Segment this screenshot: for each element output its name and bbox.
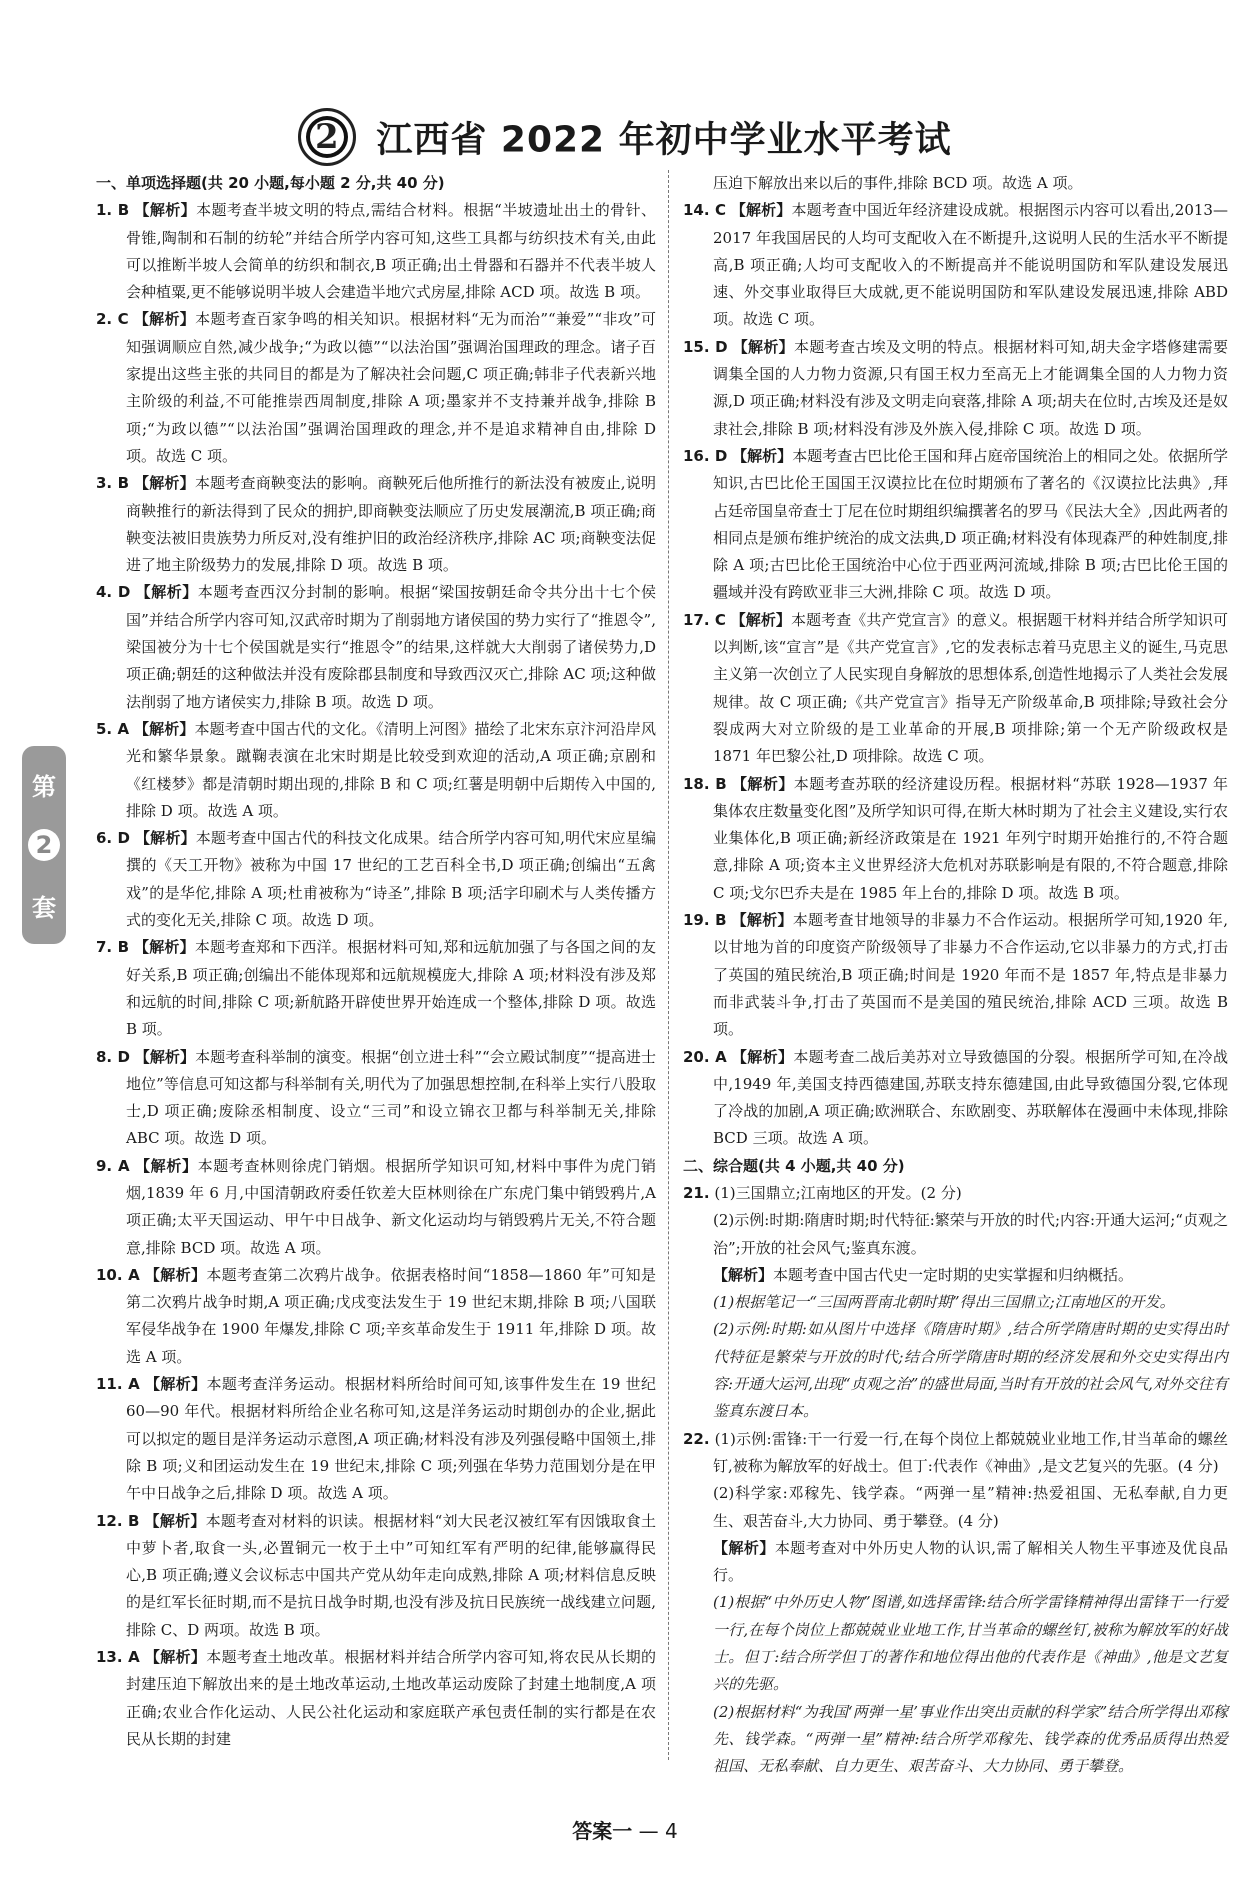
right-column <box>683 170 1228 1781</box>
footer-label: 答案一 <box>572 1819 633 1843</box>
answer-text: 本题考查洋务运动。根据材料所给时间可知,该事件发生在 19 世纪60—90 年代。根据材料所给企业名称可知,这是洋务运动时期创办的企业,据此可以拟定的题目是洋务运动示意图,A 项正确;材料没有涉及列强侵略中国领土,排除 B 项;义和团运动发生在 19 世纪末,排除 C 项;列强在华势力范围划分是在甲午中日战争之后,排除 D 项。故选 A 项。 <box>126 1375 656 1503</box>
analysis-tag: 【解析】 <box>731 1047 794 1066</box>
analysis-tag: 【解析】 <box>134 474 195 493</box>
left-column <box>96 170 656 1753</box>
analysis-tag: 【解析】 <box>134 829 196 848</box>
continued-text: 压迫下解放出来以后的事件,排除 BCD 项。故选 A 项。 <box>713 174 1083 192</box>
side-tab-bottom: 套 <box>32 893 56 922</box>
analysis-tag: 【解析】 <box>144 1265 207 1284</box>
answer-item <box>683 1044 1228 1153</box>
answer-number: 2. C <box>96 310 129 329</box>
section-heading-comprehensive: 二、综合题(共 4 小题,共 40 分) <box>683 1156 905 1175</box>
page-footer: 答案一 — 4 <box>572 1819 678 1843</box>
q22-analysis: 【解析】本题考查对中外历史人物的认识,需了解相关人物生平事迹及优良品行。 <box>713 1538 1228 1585</box>
question-22 <box>683 1426 1228 1781</box>
answer-number: 8. D <box>96 1047 130 1066</box>
answer-text: 本题考查中国古代的文化。《清明上河图》描绘了北宋东京汴河沿岸风光和繁华景象。蹴鞠表演在北宋时期是比较受到欢迎的活动,A 项正确;京剧和《红楼梦》都是清朝时期出现的,排除 B 和 C 项;红薯是明朝中后期传入中国的,排除 D 项。故选 A 项。 <box>126 719 656 820</box>
answer-text: 本题考查林则徐虎门销烟。根据所学知识可知,材料中事件为虎门销烟,1839 年 6 月,中国清朝政府委任钦差大臣林则徐在广东虎门集中销毁鸦片,A 项正确;太平天国运动、甲午中日战争、新文化运动均与销毁鸦片无关,不符合题意,排除 BCD 项。故选 A 项。 <box>126 1156 656 1257</box>
set-number-badge: 2 <box>298 108 356 166</box>
answer-text: 本题考查科举制的演变。根据“创立进士科”“会立殿试制度”“提高进士地位”等信息可知这都与科举制有关,明代为了加强思想控制,在科举上实行八股取士,D 项正确;废除丞相制度、设立“三司”和设立锦衣卫都与科举制无关,排除 ABC 项。故选 D 项。 <box>126 1047 656 1148</box>
answer-number: 3. B <box>96 474 130 493</box>
answer-number: 18. B <box>683 774 727 793</box>
answer-text: 本题考查土地改革。根据材料并结合所学内容可知,将农民从长期的封建压迫下解放出来的是土地改革运动,土地改革运动废除了封建土地制度,A 项正确;农业合作化运动、人民公社化运动和家庭联产承包责任制的实行都是在农民从长期的封建 <box>126 1648 656 1748</box>
answer-item <box>96 1044 656 1153</box>
answer-text: 本题考查苏联的经济建设历程。根据材料“苏联 1928—1937 年集体农庄数量变化图”及所学知识可得,在斯大林时期为了社会主义建设,实行农业集体化,B 项正确;新经济政策是在 1921 年列宁时期开始推行的,不符合题意,排除 A 项;资本主义世界经济大危机对苏联影响是有限的,不符合题意,排除 C 项;戈尔巴乔夫是在 1985 年上台的,排除 D 项。故选 B 项。 <box>713 774 1228 902</box>
section-heading-choice: 一、单项选择题(共 20 小题,每小题 2 分,共 40 分) <box>96 174 445 192</box>
page-number: 4 <box>664 1819 678 1843</box>
analysis-tag: 【解析】 <box>730 201 792 220</box>
analysis-tag: 【解析】 <box>134 938 195 957</box>
q22-note-2: (2)根据材料“为我国‘两弹一星’事业作出突出贡献的科学家”结合所学得出邓稼先、钱学森。“两弹一星”精神:结合所学邓稼先、钱学森的优秀品质得出热爱祖国、无私奉献、自力更生、艰苦奋斗、大力协同、勇于攀登。 <box>713 1702 1228 1776</box>
answer-item <box>683 771 1228 907</box>
answer-item <box>96 306 656 470</box>
analysis-tag: 【解析】 <box>135 583 198 602</box>
answer-number: 16. D <box>683 446 728 465</box>
analysis-tag: 【解析】 <box>133 310 196 329</box>
choice-answers-right <box>683 197 1228 1152</box>
analysis-tag: 【解析】 <box>134 201 197 220</box>
q22-answer-1: 22. (1)示例:雷锋:干一行爱一行,在每个岗位上都兢兢业业地工作,甘当革命的螺丝钉,被称为解放军的好战士。但丁:代表作《神曲》,是文艺复兴的先驱。(4 分) <box>683 1429 1228 1475</box>
page-title <box>0 108 1250 166</box>
side-tab-number: 2 <box>28 829 60 861</box>
q21-note-2: (2)示例:时期:如从图片中选择《隋唐时期》,结合所学隋唐时期的史实得出时代特征是繁荣与开放的时代;结合所学隋唐时期的经济发展和外交史实得出内容:开通大运河,出现“贞观之治”的盛世局面,当时有开放的社会风气,对外交往有鉴真东渡日本。 <box>713 1320 1228 1421</box>
answer-number: 7. B <box>96 938 130 957</box>
analysis-tag: 【解析】 <box>144 1375 207 1394</box>
column-divider <box>668 170 669 1760</box>
choice-answers-left <box>96 197 656 1753</box>
answer-number: 15. D <box>683 337 728 356</box>
answer-number: 5. A <box>96 719 130 738</box>
answer-text: 本题考查中国近年经济建设成就。根据图示内容可以看出,2013—2017 年我国居民的人均可支配收入在不断提升,这说明人民的生活水平不断提高,B 项正确;人均可支配收入的不断提高并不能说明国防和军队建设发展迅速、外交事业取得巨大成就,更不能说明国防和军队建设发展迅速,排除 ABD 项。故选 C 项。 <box>713 201 1228 329</box>
analysis-tag: 【解析】 <box>732 337 795 356</box>
analysis-tag: 【解析】 <box>134 1047 196 1066</box>
answer-item <box>96 1262 656 1371</box>
analysis-tag: 【解析】 <box>730 610 791 629</box>
side-tab <box>22 746 66 944</box>
answer-item <box>96 825 656 934</box>
analysis-tag: 【解析】 <box>731 774 794 793</box>
answer-item <box>96 579 656 715</box>
answer-item <box>683 197 1228 333</box>
answer-item <box>96 716 656 825</box>
answer-item <box>96 1644 656 1753</box>
answer-item <box>683 607 1228 771</box>
answer-text: 本题考查郑和下西洋。根据材料可知,郑和远航加强了与各国之间的友好关系,B 项正确;创编出不能体现郑和远航规模庞大,排除 A 项;材料没有涉及郑和远航的时间,排除 C 项;新航路开辟使世界开始连成一个整体,排除 D 项。故选 B 项。 <box>126 938 656 1039</box>
analysis-tag: 【解析】 <box>732 446 793 465</box>
answer-number: 11. A <box>96 1375 140 1394</box>
answer-item <box>683 907 1228 1043</box>
answer-number: 4. D <box>96 583 131 602</box>
answer-number: 12. B <box>96 1511 140 1530</box>
q21-note-1: (1)根据笔记一“三国两晋南北朝时期”得出三国鼎立;江南地区的开发。 <box>713 1293 1175 1312</box>
answer-item <box>96 1508 656 1644</box>
answer-number: 17. C <box>683 610 726 629</box>
answer-text: 本题考查对材料的识读。根据材料“刘大民老汉被红军有因饿取食土中萝卜者,取食一头,必置铜元一枚于土中”可知红军有严明的纪律,能够赢得民心,B 项正确;遵义会议标志中国共产党从幼年走向成熟,排除 A 项;材料信息反映的是红军长征时期,而不是抗日战争时期,也没有涉及抗日民族统一战线建立问题,排除 C、D 两项。故选 B 项。 <box>126 1511 656 1639</box>
answer-text: 本题考查甘地领导的非暴力不合作运动。根据所学可知,1920 年,以甘地为首的印度资产阶级领导了非暴力不合作运动,它以非暴力的方式,打击了英国的殖民统治,B 项正确;时间是 1920 年而不是 1857 年,特点是非暴力而非武装斗争,打击了英国而不是美国的殖民统治,排除 ACD 三项。故选 B 项。 <box>713 911 1228 1039</box>
answer-item <box>96 197 656 306</box>
answer-number: 19. B <box>683 911 727 930</box>
answer-text: 本题考查商鞅变法的影响。商鞅死后他所推行的新法没有被废止,说明商鞅推行的新法得到了民众的拥护,即商鞅变法顺应了历史发展潮流,B 项正确;商鞅变法被旧贵族势力所反对,没有维护旧的政治经济秩序,排除 AC 项;商鞅变法促进了地主阶级势力的发展,排除 D 项。故选 B 项。 <box>126 474 656 575</box>
answer-text: 本题考查《共产党宣言》的意义。根据题干材料并结合所学知识可以判断,该“宣言”是《共产党宣言》,它的发表标志着马克思主义的诞生,马克思主义第一次创立了人民实现自身解放的思想体系,创造性地揭示了人类社会发展规律。故 C 项正确;《共产党宣言》指导无产阶级革命,B 项排除;导致社会分裂成两大对立阶级的是工业革命的开展,B 项排除;第一个无产阶级政权是 1871 年巴黎公社,D 项排除。故选 C 项。 <box>713 610 1228 766</box>
answer-number: 10. A <box>96 1265 140 1284</box>
answer-number: 13. A <box>96 1648 140 1667</box>
q21-answer-1: 21. (1)三国鼎立;江南地区的开发。(2 分) <box>683 1183 962 1202</box>
answer-number: 14. C <box>683 201 726 220</box>
side-tab-top: 第 <box>32 773 56 802</box>
analysis-tag: 【解析】 <box>731 911 793 930</box>
answer-item <box>96 470 656 579</box>
analysis-tag: 【解析】 <box>144 1511 206 1530</box>
answer-number: 20. A <box>683 1047 727 1066</box>
answer-item <box>683 443 1228 607</box>
answer-number: 6. D <box>96 829 130 848</box>
answer-text: 本题考查半坡文明的特点,需结合材料。根据“半坡遗址出土的骨针、骨锥,陶制和石制的纺轮”并结合所学内容可知,这些工具都与纺织技术有关,由此可以推断半坡人会简单的纺织和制衣,B 项正确;出土骨器和石器并不代表半坡人会种植粟,更不能够说明半坡人会建造半地穴式房屋,排除 ACD 项。故选 B 项。 <box>126 201 656 302</box>
answer-item <box>96 1371 656 1507</box>
analysis-tag: 【解析】 <box>144 1648 207 1667</box>
q22-answer-2: (2)科学家:邓稼先、钱学森。“两弹一星”精神:热爱祖国、无私奉献,自力更生、艰苦奋斗,大力协同、勇于攀登。(4 分) <box>713 1484 1228 1530</box>
answer-text: 本题考查西汉分封制的影响。根据“梁国按朝廷命令共分出十七个侯国”并结合所学内容可知,汉武帝时期为了削弱地方诸侯国的势力实行了“推恩令”,梁国被分为十七个侯国就是实行“推恩令”的结果,这样就大大削弱了诸侯势力,D 项正确;朝廷的这种做法并没有废除郡县制度和导致西汉灭亡,排除 AC 项;这种做法削弱了地方诸侯实力,排除 B 项。故选 D 项。 <box>126 583 656 711</box>
q21-analysis: 【解析】本题考查中国古代史一定时期的史实掌握和归纳概括。 <box>713 1265 1134 1284</box>
answer-text: 本题考查百家争鸣的相关知识。根据材料“无为而治”“兼爱”“非攻”可知强调顺应自然,减少战争;“为政以德”“以法治国”强调治国理政的理念。诸子百家提出这些主张的共同目的都是为了解决社会问题,C 项正确;韩非子代表新兴地主阶级的利益,不可能推崇西周制度,排除 A 项;墨家并不支持兼并战争,排除 B 项;“为政以德”“以法治国”强调治国理政的理念,并不是追求精神自由,排除 D 项。故选 C 项。 <box>126 310 656 465</box>
answer-number: 9. A <box>96 1156 130 1175</box>
analysis-tag: 【解析】 <box>135 1156 198 1175</box>
answer-text: 本题考查古埃及文明的特点。根据材料可知,胡夫金字塔修建需要调集全国的人力物力资源,只有国王权力至高无上才能调集全国的人力物力资源,D 项正确;材料没有涉及文明走向衰落,排除 A 项;胡夫在位时,古埃及还是奴隶社会,排除 B 项;材料没有涉及外族入侵,排除 C 项。故选 D 项。 <box>713 337 1228 438</box>
q22-note-1: (1)根据“中外历史人物”图谱,如选择雷锋:结合所学雷锋精神得出雷锋干一行爱一行,在每个岗位上都兢兢业业地工作,甘当革命的螺丝钉,被称为解放军的好战士。但丁:结合所学但丁的著作和地位得出他的代表作是《神曲》,他是文艺复兴的先驱。 <box>713 1593 1228 1694</box>
answer-text: 本题考查二战后美苏对立导致德国的分裂。根据所学可知,在冷战中,1949 年,美国支持西德建国,苏联支持东德建国,由此导致德国分裂,它体现了冷战的加剧,A 项正确;欧洲联合、东欧剧变、苏联解体在漫画中未体现,排除 BCD 三项。故选 A 项。 <box>713 1047 1228 1148</box>
answer-item <box>96 1153 656 1262</box>
answer-text: 本题考查第二次鸦片战争。依据表格时间“1858—1860 年”可知是第二次鸦片战争时期,A 项正确;戊戌变法发生于 19 世纪末期,排除 B 项;八国联军侵华战争在 1900 年爆发,排除 C 项;辛亥革命发生于 1911 年,排除 D 项。故选 A 项。 <box>126 1265 656 1366</box>
answer-item <box>683 334 1228 443</box>
answer-text: 本题考查古巴比伦王国和拜占庭帝国统治上的相同之处。依据所学知识,古巴比伦王国国王汉谟拉比在位时期颁布了著名的《汉谟拉比法典》,拜占廷帝国皇帝查士丁尼在位时期组织编撰著名的罗马《民法大全》,因此两者的相同点是颁布维护统治的成文法典,D 项正确;材料没有体现森严的种姓制度,排除 A 项;古巴比伦王国统治中心位于西亚两河流域,排除 B 项;古巴比伦王国的疆域并没有跨欧亚非三大洲,排除 C 项。故选 D 项。 <box>713 446 1228 602</box>
answer-text: 本题考查中国古代的科技文化成果。结合所学内容可知,明代宋应星编撰的《天工开物》被称为中国 17 世纪的工艺百科全书,D 项正确;创编出“五禽戏”的是华佗,排除 A 项;杜甫被称为“诗圣”,排除 B 项;活字印刷术与人类传播方式的变化无关,排除 C 项。故选 D 项。 <box>126 829 656 930</box>
exam-title: 江西省 2022 年初中学业水平考试 <box>376 119 952 161</box>
question-21 <box>683 1180 1228 1426</box>
answer-number: 1. B <box>96 201 130 220</box>
analysis-tag: 【解析】 <box>134 719 195 738</box>
answer-item <box>96 934 656 1043</box>
q21-answer-2: (2)示例:时期:隋唐时期;时代特征:繁荣与开放的时代;内容:开通大运河;“贞观之治”;开放的社会风气;鉴真东渡。 <box>713 1211 1228 1257</box>
